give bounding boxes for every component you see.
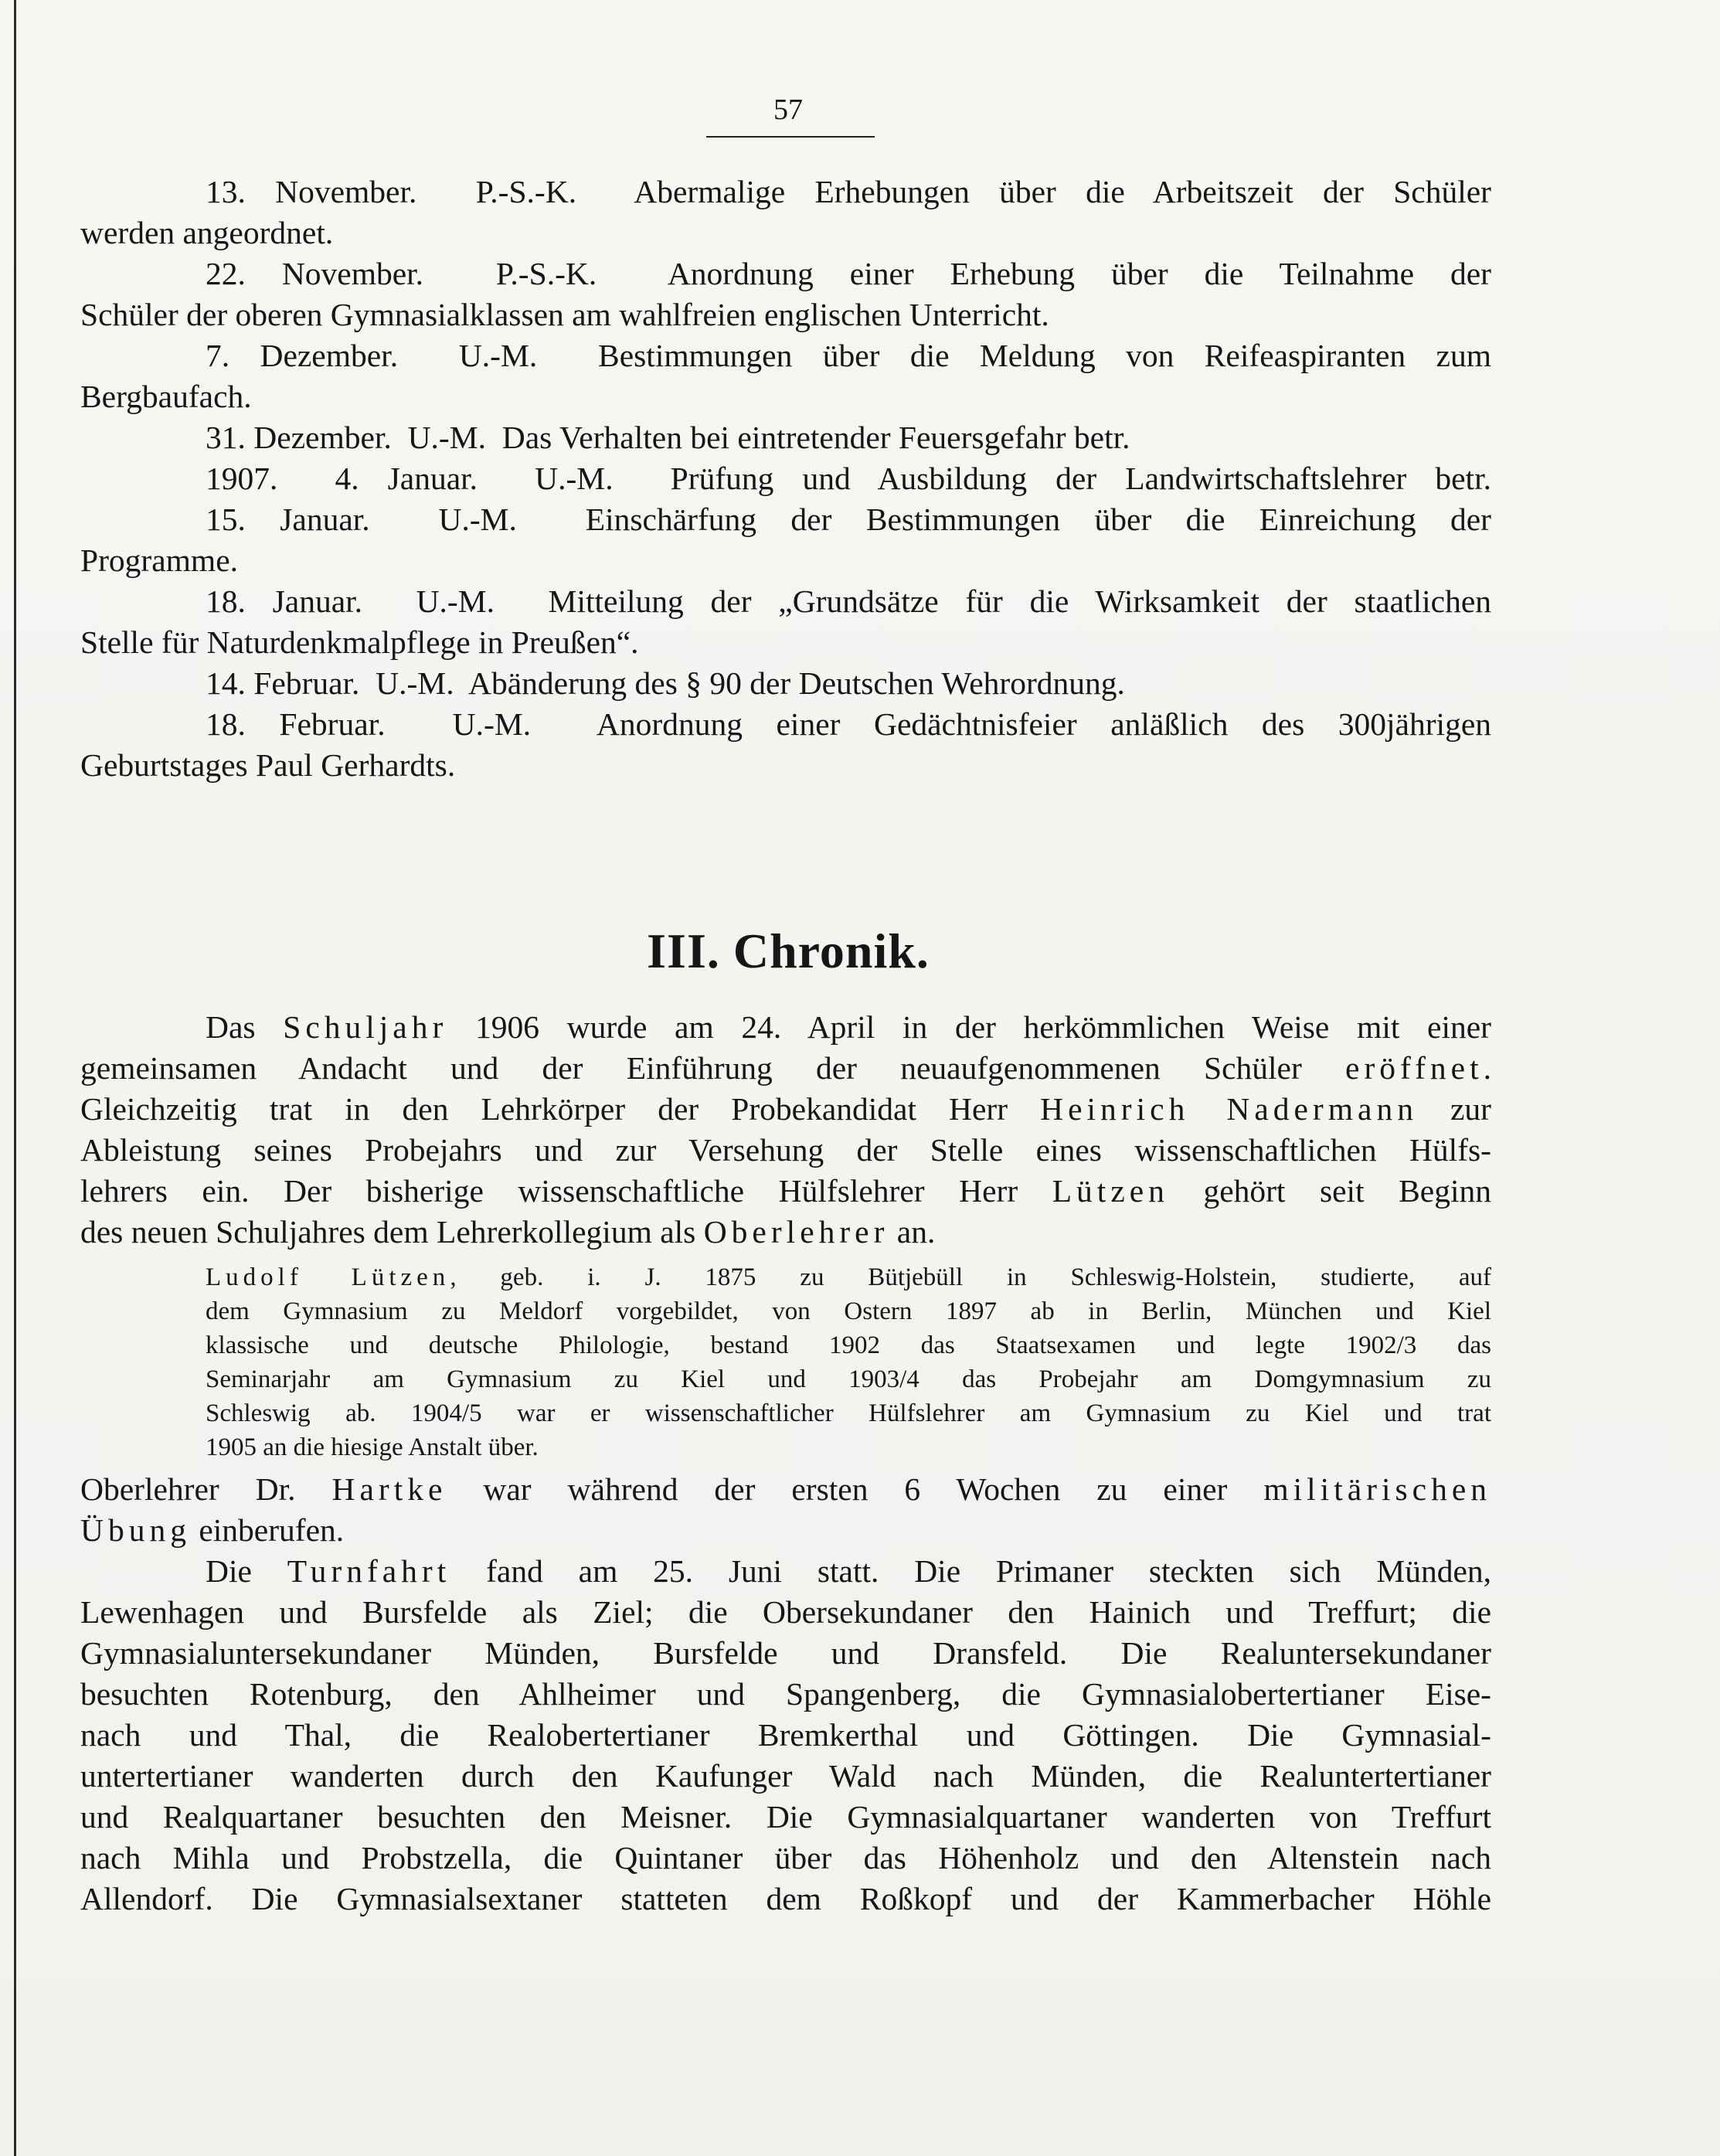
bio-line: 1905 an die hiesige Anstalt über. <box>206 1433 539 1461</box>
ordinance-line: 22. November. P.-S.-K. Anordnung einer Erhebung über die Teilnahme der <box>206 256 1491 291</box>
chronik-body <box>80 1007 1491 1920</box>
ordinance-list <box>80 172 1491 786</box>
ordinance-line: 18. Februar. U.-M. Anordnung einer Gedächtnisfeier anläßlich des 300jährigen <box>206 706 1491 742</box>
bio-line: dem Gymnasium zu Meldorf vorgebildet, von Ostern 1897 ab in Berlin, München und Kiel <box>206 1297 1491 1325</box>
text-line: Oberlehrer Dr. Hartke war während der ersten 6 Wochen zu einer militärischen <box>80 1471 1492 1507</box>
text-line: Das Schuljahr 1906 wurde am 24. April in der herkömmlichen Weise mit einer <box>206 1009 1491 1045</box>
ordinance-line: 15. Januar. U.-M. Einschärfung der Bestimmungen über die Einreichung der <box>206 502 1491 537</box>
text-line: Lewenhagen und Bursfelde als Ziel; die Obersekundaner den Hainich und Treffurt; die <box>80 1594 1491 1630</box>
text-line: untertertianer wanderten durch den Kaufunger Wald nach Münden, die Realuntertertianer <box>80 1758 1491 1794</box>
page-number: 57 <box>773 94 803 126</box>
ordinance-line: Schüler der oberen Gymnasialklassen am wahlfreien englischen Unterricht. <box>80 297 1049 332</box>
text-line: Übung einberufen. <box>80 1512 345 1548</box>
biography-note <box>80 1260 1491 1464</box>
ordinance-line: Programme. <box>80 542 238 578</box>
page-edge-line <box>14 0 16 2156</box>
ordinance-line: Stelle für Naturdenkmalpflege in Preußen“. <box>80 624 639 660</box>
text-line: lehrers ein. Der bisherige wissenschaftliche Hülfslehrer Herr Lützen gehört seit Beginn <box>80 1173 1492 1209</box>
text-line: Allendorf. Die Gymnasialsextaner statteten dem Roßkopf und der Kammerbacher Höhle <box>80 1881 1491 1916</box>
text-line: des neuen Schuljahres dem Lehrerkollegium als Oberlehrer an. <box>80 1214 936 1250</box>
bio-line: klassische und deutsche Philologie, bestand 1902 das Staatsexamen und legte 1902/3 das <box>206 1331 1491 1359</box>
ordinance-line: 14. Februar. U.-M. Abänderung des § 90 der Deutschen Wehrordnung. <box>206 665 1125 701</box>
text-line: Gleichzeitig trat in den Lehrkörper der Probekandidat Herr Heinrich Nadermann zur <box>80 1091 1491 1127</box>
ordinance-line: 18. Januar. U.-M. Mitteilung der „Grundsätze für die Wirksamkeit der staatlichen <box>206 583 1491 619</box>
text-line: und Realquartaner besuchten den Meisner. Die Gymnasialquartaner wanderten von Treffurt <box>80 1799 1491 1835</box>
ordinance-line: 1907. 4. Januar. U.-M. Prüfung und Ausbildung der Landwirtschaftslehrer betr. <box>206 461 1491 496</box>
text-line: Ableistung seines Probejahrs und zur Versehung der Stelle eines wissenschaftlichen Hülfs- <box>80 1132 1491 1168</box>
text-line: Gymnasialuntersekundaner Münden, Bursfelde und Dransfeld. Die Realuntersekundaner <box>80 1635 1491 1671</box>
ordinance-line: 13. November. P.-S.-K. Abermalige Erhebungen über die Arbeitszeit der Schüler <box>206 174 1491 209</box>
bio-line: Seminarjahr am Gymnasium zu Kiel und 1903/4 das Probejahr am Domgymnasium zu <box>206 1365 1491 1393</box>
bio-line: Ludolf Lützen, geb. i. J. 1875 zu Bütjebüll in Schleswig-Holstein, studierte, auf <box>206 1263 1492 1291</box>
text-line: nach Mihla und Probstzella, die Quintaner über das Höhenholz und den Altenstein nach <box>80 1840 1491 1875</box>
page-number-rule <box>706 136 875 138</box>
ordinance-line: Bergbaufach. <box>80 379 252 414</box>
section-title: III. Chronik. <box>647 923 930 978</box>
text-line: besuchten Rotenburg, den Ahlheimer und Spangenberg, die Gymnasialobertertianer Eise- <box>80 1676 1491 1712</box>
text-line: gemeinsamen Andacht und der Einführung der neuaufgenommenen Schüler eröffnet. <box>80 1050 1491 1086</box>
text-line: Die Turnfahrt fand am 25. Juni statt. Die Primaner steckten sich Münden, <box>206 1553 1491 1589</box>
bio-line: Schleswig ab. 1904/5 war er wissenschaftlicher Hülfslehrer am Gymnasium zu Kiel und trat <box>206 1399 1491 1427</box>
ordinance-line: werden angeordnet. <box>80 215 334 250</box>
ordinance-line: 31. Dezember. U.-M. Das Verhalten bei eintretender Feuersgefahr betr. <box>206 420 1130 455</box>
text-line: nach und Thal, die Realobertertianer Bremkerthal und Göttingen. Die Gymnasial- <box>80 1717 1491 1753</box>
ordinance-line: 7. Dezember. U.-M. Bestimmungen über die Meldung von Reifeaspiranten zum <box>206 338 1491 373</box>
ordinance-line: Geburtstages Paul Gerhardts. <box>80 747 456 783</box>
